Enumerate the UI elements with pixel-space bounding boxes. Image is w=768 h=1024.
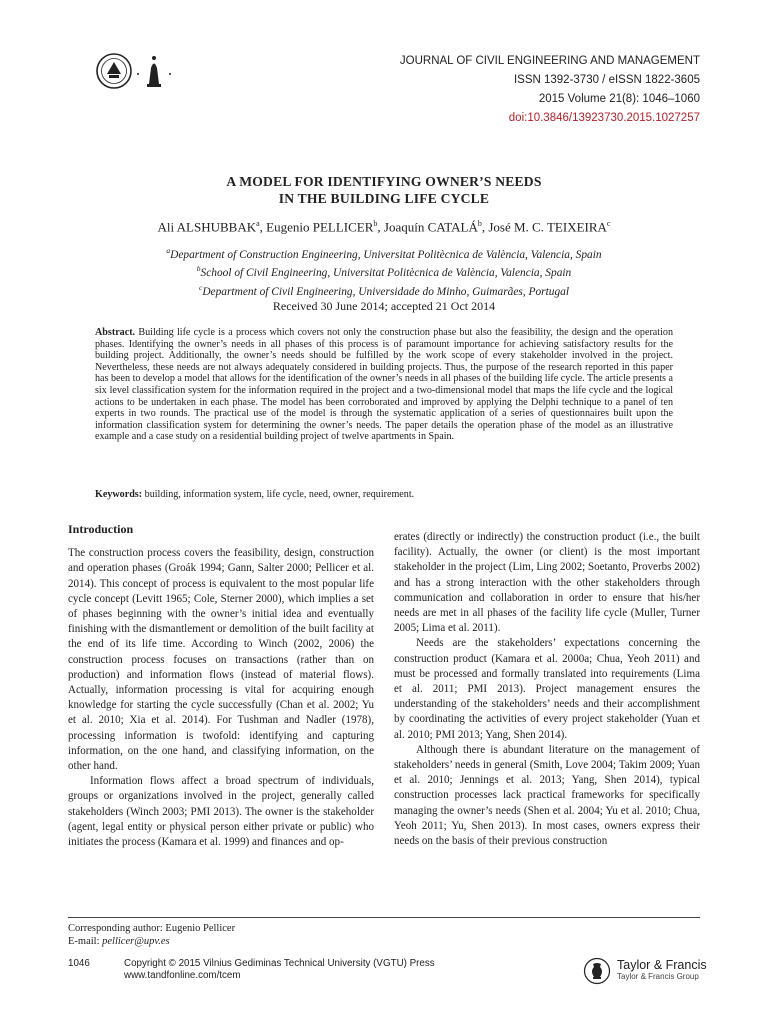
author-name: Eugenio PELLICER — [266, 219, 374, 235]
academy-bell-icon — [137, 56, 171, 87]
email-line — [68, 935, 235, 948]
author-list: Ali ALSHUBBAK$^a$, Eugenio PELLICER$^b$, Joaquín CATALÁ$^b$, José M. C. TEIXEIRA$^c$ — [157, 219, 611, 235]
vgtu-seal-icon — [96, 50, 176, 94]
email-label: E-mail: — [68, 936, 100, 947]
author-affiliation-mark: c — [606, 219, 611, 228]
keywords-label: Keywords: — [95, 489, 143, 500]
affiliation-text: Department of Civil Engineering, Universidade do Minho, Guimarães, Portugal — [202, 285, 570, 298]
paragraph: Needs are the stakeholders’ expectations concerning the construction product (Kamara et al. 2000a; Chua, Yeoh 2011) and must be processed and formally translated into requirements (Lima et al. 2011; PMI 2013). Project management ensures the understanding of the stakeholders’ needs and their accomplishment by coordinating the activities of every project stakeholder (Yuan et al. 2010; PMI 2013; Yang, Shen 2014). — [394, 637, 700, 741]
footer-divider — [68, 917, 700, 918]
title-line-1: A MODEL FOR IDENTIFYING OWNER’S NEEDS — [226, 174, 542, 189]
journal-logos — [96, 50, 176, 94]
abstract — [95, 327, 673, 443]
affiliation — [100, 262, 668, 280]
page-number: 1046 — [68, 958, 90, 969]
publisher-logo — [583, 956, 707, 986]
keywords-text: building, information system, life cycle, need, owner, requirement. — [144, 489, 415, 500]
keywords — [95, 489, 673, 500]
article-title — [100, 173, 668, 207]
taylor-francis-urn-icon — [583, 956, 613, 986]
author-affiliation-mark: b — [477, 219, 482, 228]
affiliation — [100, 281, 668, 299]
section-heading-introduction: Introduction — [68, 522, 134, 536]
body-column-right — [394, 530, 700, 849]
publisher-group: Taylor & Francis Group — [617, 972, 699, 981]
corresponding-author: Corresponding author: Eugenio Pellicer — [68, 923, 236, 934]
abstract-label: Abstract. — [95, 327, 136, 338]
received-date: Received 30 June 2014; accepted 21 Oct 2014 — [272, 299, 496, 313]
affiliation-text: School of Civil Engineering, Universitat Politècnica de València, Valencia, Spain — [200, 267, 572, 280]
author-affiliation-mark: a — [256, 219, 260, 228]
email-link[interactable]: pellicer@upv.es — [102, 936, 170, 947]
journal-volume: 2015 Volume 21(8): 1046–1060 — [538, 93, 700, 105]
author-affiliation-mark: b — [373, 219, 378, 228]
doi-link[interactable]: doi:10.3846/13923730.2015.1027257 — [508, 112, 700, 124]
affiliation — [100, 244, 668, 262]
publisher-name: Taylor & Francis — [617, 958, 707, 972]
affiliation-mark: a — [166, 246, 171, 255]
paragraph: Information flows affect a broad spectrum of individuals, groups or organizations involved in the project, generally called stakeholders (Winch 2003; PMI 2013). The owner is the stakeholder (agent, legal entity or physical person either private or public) who initiates the process (Kamara et al. 1999) and finances and op- — [68, 775, 374, 849]
journal-issn: ISSN 1392-3730 / eISSN 1822-3605 — [513, 74, 700, 86]
journal-info — [400, 52, 700, 128]
abstract-text: Building life cycle is a process which covers not only the construction phase but also the feasibility, the design and the operation phases. Identifying the owner’s needs in all phases of this process is of paramount importance for achieving satisfactory results for the building project. Additionally, the owner’s needs should be fulfilled by the work scope of every stakeholder involved in the project. Nevertheless, these needs are not always adequately considered in building projects. Thus, the purpose of the research reported in this paper has been to develop a model that allows for the identification of the owner’s needs in all phases of the building life cycle. The article presents a six level classification system for the information required in the project and a two-dimensional model that maps the life cycle and the logical actions to be undertaken in each phase. The model has been corroborated and improved by applying the Delphi technique to a panel of ten experts in two rounds. The practical use of the model is through the systematic application of a series of questionnaires built upon the information classification system for determining the owner’s needs. The paper details the operation phase of the model as an illustrative example and a case study on a residential building project of twelve apartments in Spain. — [95, 327, 673, 443]
body-column-left — [68, 522, 374, 850]
paragraph: The construction process covers the feasibility, design, construction and operation phases (Groák 1994; Gann, Salter 2000; Pellicer et al. 2014). This concept of process is equivalent to the most popular life cycle concept (Levitt 1965; Cole, Sterner 2000), which implies a set of phases beginning with the owner’s initial idea and eventually finishing with the dismantlement or demolition of the built facility at the end of its life time. According to Winch (2002, 2006) the construction process focuses on transactions (rather than on production) and information flows (instead of material flows). Actually, information processing is vital for acquiring enough knowledge for starting the cycle successfully (Chan et al. 2002; Yu et al. 2010; Xia et al. 2014). For Tushman and Nadler (1978), processing information is twofold: identifying and capturing information, on the one hand, and classifying information, on the other hand. — [68, 547, 374, 773]
footer-meta — [68, 958, 435, 982]
author-name: Ali ALSHUBBAK — [157, 219, 257, 235]
affiliation-mark: b — [196, 264, 201, 274]
paragraph: Although there is abundant literature on the management of stakeholders’ needs in general (Smith, Love 2004; Takim 2009; Yuan et al. 2010; Jennings et al. 2013; Yang, Shen 2014), typical construction processes lack practical frameworks for specifically managing the owner’s needs (Shen et al. 2004; Yu et al. 2010; Chua, Yeoh 2011; Yu, Shen 2013). In most cases, owners express their needs on the basis of their previous construction — [394, 743, 700, 848]
title-line-2: IN THE BUILDING LIFE CYCLE — [278, 191, 490, 206]
corresponding-author-block — [68, 922, 235, 948]
copyright: Copyright © 2015 Vilnius Gediminas Technical University (VGTU) Press — [124, 958, 435, 969]
website-link[interactable]: www.tandfonline.com/tcem — [124, 970, 241, 981]
affiliation-list — [100, 244, 668, 299]
author-name: José M. C. TEIXEIRA — [488, 219, 607, 235]
affiliation-mark: c — [198, 282, 203, 292]
paragraph: erates (directly or indirectly) the construction product (i.e., the built facility). Actually, the owner (or client) is the most important stakeholder in the project (Lim, Ling 2002; Soetanto, Proverbs 2002) and has a strong interaction with the other stakeholders through communication and collaboration in order to ensure that his/her needs are met in all phases of the facility life cycle (Muller, Turner 2005; Lima et al. 2011). — [394, 531, 700, 635]
journal-name: JOURNAL OF CIVIL ENGINEERING AND MANAGEMENT — [399, 55, 700, 67]
author-name: Joaquín CATALÁ — [383, 219, 478, 235]
affiliation-text: Department of Construction Engineering, Universitat Politècnica de València, Valencia, Spain — [170, 248, 602, 261]
